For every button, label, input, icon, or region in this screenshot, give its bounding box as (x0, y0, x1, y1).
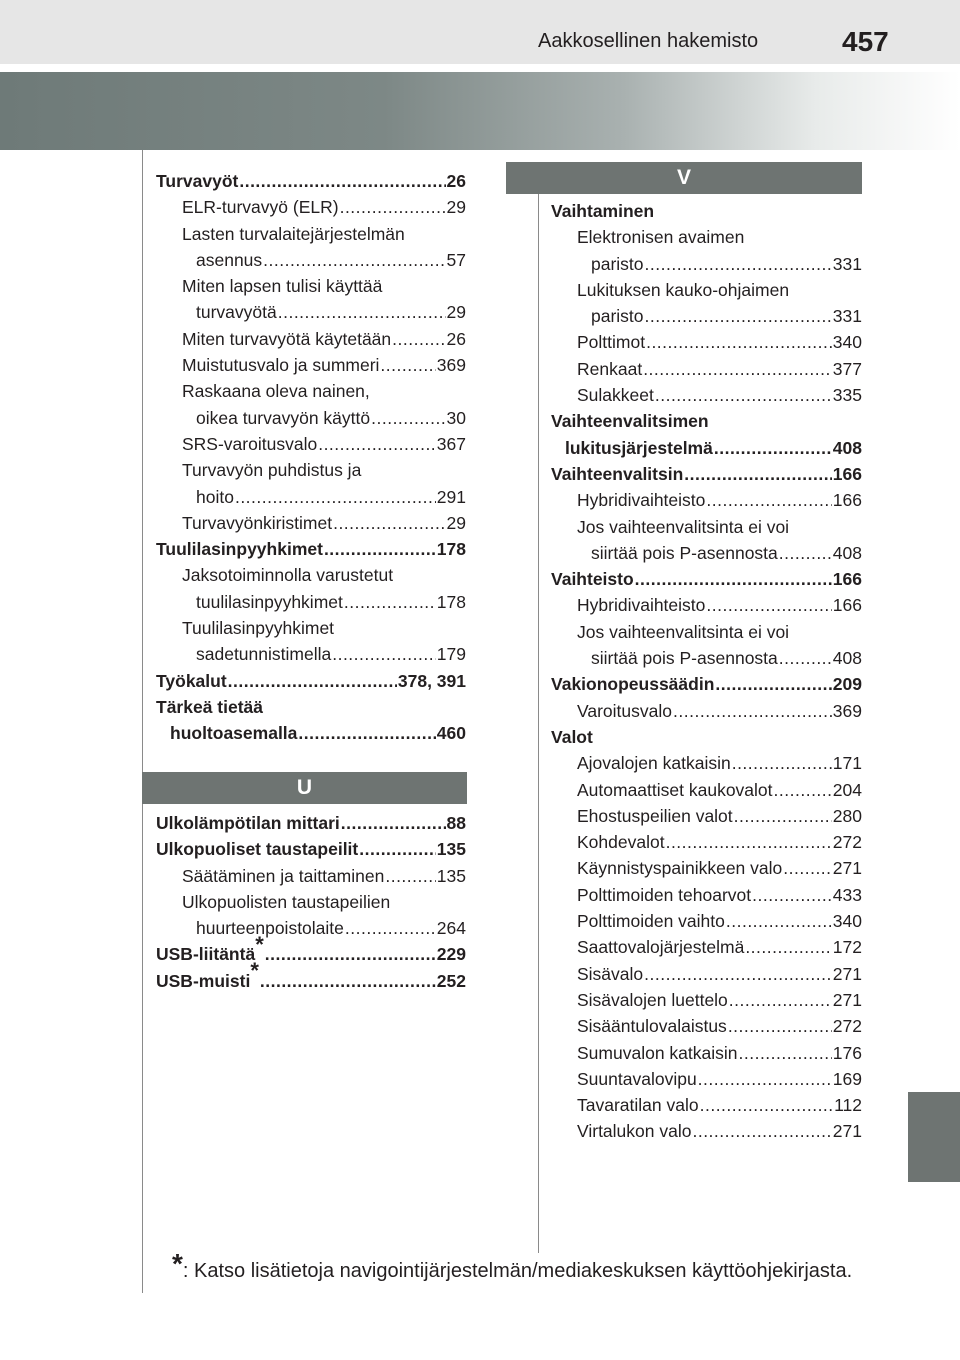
leader-dots (392, 326, 445, 352)
page-reference[interactable]: 166 (832, 490, 862, 511)
leader-dots (340, 194, 446, 220)
entry-term (577, 750, 731, 776)
page-reference[interactable]: 112 (834, 1095, 862, 1116)
entry-term-text: paristo (591, 253, 644, 274)
footnote (172, 1248, 853, 1284)
index-entry (551, 251, 862, 277)
page-reference[interactable]: 171 (832, 753, 862, 774)
page-reference[interactable]: 29 (446, 302, 466, 323)
entry-term (156, 836, 358, 862)
entry-term-text: Vaihteenvalitsimen (551, 411, 709, 432)
entry-term (577, 961, 643, 987)
leader-dots (732, 750, 832, 776)
index-entry (551, 829, 862, 855)
entry-term (196, 247, 262, 273)
entry-term-text: SRS-varoitusvalo (182, 433, 318, 454)
page-reference[interactable]: 209 (832, 674, 862, 695)
page-reference[interactable]: 172 (832, 937, 862, 958)
index-entry (551, 198, 862, 224)
entry-term-text: Lukituksen kauko-ohjaimen (577, 279, 790, 300)
index-list-u (156, 810, 466, 994)
entry-term-text: Vakionopeussäädin (551, 674, 715, 695)
leader-dots (260, 968, 436, 994)
entry-term-text: Käynnistyspainikkeen valo (577, 858, 783, 879)
entry-term (577, 908, 725, 934)
entry-term-text: Jos vaihteenvalitsinta ei voi (577, 516, 790, 537)
entry-term (156, 536, 323, 562)
entry-term (551, 566, 634, 592)
entry-term (182, 863, 384, 889)
index-entry (551, 382, 862, 408)
leader-dots (706, 487, 831, 513)
entry-term (156, 668, 227, 694)
entry-term-text: Vaihteenvalitsin (551, 463, 684, 484)
index-entry (551, 882, 862, 908)
index-entry (551, 329, 862, 355)
entry-term-text: Vaihteisto (551, 569, 634, 590)
index-entry (156, 720, 466, 746)
entry-term (577, 382, 654, 408)
entry-term-text: Hybridivaihteisto (577, 490, 706, 511)
index-entry (156, 378, 466, 404)
leader-dots (700, 1092, 833, 1118)
leader-dots (371, 405, 445, 431)
index-entry (156, 810, 466, 836)
index-entry (551, 908, 862, 934)
page-reference[interactable]: 264 (436, 918, 466, 939)
leader-dots (341, 810, 446, 836)
page-reference[interactable]: 291 (436, 486, 466, 507)
entry-term (577, 882, 751, 908)
left-column-rule (142, 150, 143, 1293)
entry-term-text: Jos vaihteenvalitsinta ei voi (577, 621, 790, 642)
leader-dots (644, 961, 832, 987)
entry-term (156, 168, 238, 194)
entry-term-text: Turvavyön puhdistus ja (182, 460, 362, 481)
entry-term-text: sadetunnistimella (196, 644, 332, 665)
page-reference[interactable]: 271 (832, 989, 862, 1010)
leader-dots (359, 836, 436, 862)
entry-term-text: turvavyötä (196, 302, 277, 323)
index-entry (156, 931, 466, 967)
entry-term (551, 461, 683, 487)
leader-dots (706, 592, 831, 618)
leader-dots (739, 1040, 832, 1066)
entry-term-text: siirtää pois P-asennosta (591, 542, 778, 563)
index-list-v (551, 198, 862, 1145)
page-reference[interactable]: 26 (446, 328, 466, 349)
section-heading-v: V (506, 162, 862, 194)
entry-term-text: Säätäminen ja taittaminen (182, 865, 385, 886)
entry-term-text: Kohdevalot (577, 832, 665, 853)
page-reference[interactable]: 369 (436, 355, 466, 376)
entry-term (196, 641, 331, 667)
entry-term-text: Saattovalojärjestelmä (577, 937, 745, 958)
leader-dots (779, 540, 832, 566)
leader-dots (774, 777, 832, 803)
footnote-asterisk: * (172, 1248, 183, 1279)
page-reference[interactable]: 178 (436, 539, 466, 560)
page-reference[interactable]: 433 (832, 884, 862, 905)
entry-term-text: USB-muisti (156, 970, 251, 991)
page-reference[interactable]: 252 (436, 970, 466, 991)
index-list-t (156, 168, 466, 747)
entry-term-text: Polttimoiden vaihto (577, 911, 725, 932)
page-reference[interactable]: 30 (446, 407, 466, 428)
index-entry (551, 435, 862, 461)
page-reference[interactable]: 271 (832, 1121, 862, 1142)
index-entry (551, 645, 862, 671)
page-reference[interactable]: 178 (436, 591, 466, 612)
chapter-thumb-tab[interactable] (908, 1092, 960, 1182)
page-reference[interactable]: 57 (446, 249, 466, 270)
entry-term-text: Polttimot (577, 332, 646, 353)
entry-term-text: Tuulilasinpyyhkimet (156, 539, 323, 560)
index-entry (551, 1118, 862, 1144)
page-reference[interactable]: 166 (832, 595, 862, 616)
entry-term-text: Ehostuspeilien valot (577, 805, 733, 826)
section-title: Aakkosellinen hakemisto (538, 30, 759, 52)
leader-dots (345, 915, 436, 941)
entry-term-text: Sulakkeet (577, 385, 654, 406)
entry-term (156, 957, 259, 994)
index-entry (551, 671, 862, 697)
leader-dots (265, 941, 436, 967)
leader-dots (318, 431, 436, 457)
entry-term-text: Muistutusvalo ja summeri (182, 355, 380, 376)
entry-term-text: Tuulilasinpyyhkimet (182, 618, 335, 639)
leader-dots (333, 510, 445, 536)
footnote-text: : Katso lisätietoja navigointijärjestelmän/mediakeskuksen käyttöohjekirjasta. (182, 1260, 853, 1282)
entry-term (156, 931, 264, 967)
entry-term (156, 810, 340, 836)
entry-term (182, 510, 332, 536)
entry-term-text: lukitusjärjestelmä (565, 437, 713, 458)
index-entry (551, 566, 862, 592)
index-entry (551, 987, 862, 1013)
entry-term-text: Valot (551, 726, 593, 747)
page-reference[interactable]: 88 (446, 813, 466, 833)
entry-term (196, 299, 277, 325)
entry-term (182, 352, 379, 378)
index-entry (551, 1040, 862, 1066)
index-entry (156, 484, 466, 510)
page-reference[interactable]: 377 (832, 358, 862, 379)
entry-term (565, 435, 713, 461)
leader-dots (726, 908, 832, 934)
entry-term-text: Suuntavalovipu (577, 1068, 697, 1089)
page-reference[interactable]: 26 (446, 171, 466, 191)
leader-dots (714, 435, 832, 461)
page-reference[interactable]: 176 (832, 1042, 862, 1063)
entry-term-text: Raskaana oleva nainen, (182, 381, 370, 402)
entry-term-text: Ajovalojen katkaisin (577, 753, 731, 774)
entry-term-text: Elektronisen avaimen (577, 227, 745, 248)
index-entry (551, 487, 862, 513)
entry-term-text: Miten turvavyötä käytetään (182, 328, 392, 349)
index-entry (551, 356, 862, 382)
entry-term (577, 1092, 699, 1118)
leader-dots (332, 641, 436, 667)
index-entry (156, 405, 466, 431)
index-entry (156, 915, 466, 941)
entry-term-text: huurteenpoistolaite (196, 918, 344, 939)
leader-dots (278, 299, 446, 325)
entry-term (577, 803, 733, 829)
index-entry (551, 461, 862, 487)
page-reference[interactable]: 135 (436, 839, 466, 860)
index-entry (156, 562, 466, 588)
index-entry (551, 1013, 862, 1039)
index-entry (156, 431, 466, 457)
index-entry (551, 934, 862, 960)
page-reference[interactable]: 29 (446, 197, 466, 218)
entry-term (591, 540, 778, 566)
index-entry (551, 619, 862, 645)
index-entry (156, 299, 466, 325)
leader-dots (643, 356, 832, 382)
index-entry (551, 540, 862, 566)
leader-dots (698, 1066, 832, 1092)
entry-term-text: ELR-turvavyö (ELR) (182, 197, 339, 218)
index-entry (156, 889, 466, 915)
entry-term-text: Automaattiset kaukovalot (577, 779, 773, 800)
index-entry (156, 863, 466, 889)
index-entry (551, 803, 862, 829)
entry-term (196, 484, 234, 510)
index-entry (156, 221, 466, 247)
index-entry (551, 698, 862, 724)
page-reference[interactable]: 331 (832, 253, 862, 274)
footnote-marker: * (250, 957, 259, 983)
leader-dots (729, 987, 832, 1013)
page-reference[interactable]: 271 (832, 858, 862, 879)
entry-term (196, 405, 370, 431)
entry-term-text: Tärkeä tietää (156, 696, 264, 717)
page-reference[interactable]: 460 (436, 723, 466, 744)
entry-term-text: Varoitusvalo (577, 700, 673, 721)
page-reference[interactable]: 408 (832, 437, 862, 458)
entry-term-text: tuulilasinpyyhkimet (196, 591, 343, 612)
index-entry (156, 694, 466, 720)
leader-dots (646, 329, 832, 355)
page-reference[interactable]: 335 (832, 385, 862, 406)
entry-term (182, 326, 391, 352)
leader-dots (228, 668, 397, 694)
index-entry (156, 352, 466, 378)
index-entry (551, 1066, 862, 1092)
entry-term-text: Virtalukon valo (577, 1121, 692, 1142)
entry-term-text: Sisävalo (577, 963, 644, 984)
index-entry (156, 247, 466, 273)
leader-dots (673, 698, 832, 724)
page-reference[interactable]: 166 (832, 569, 862, 590)
index-entry (551, 961, 862, 987)
index-entry (156, 194, 466, 220)
entry-term (577, 356, 642, 382)
entry-term-text: Sisääntulovalaistus (577, 1016, 727, 1037)
index-entry (156, 668, 466, 694)
index-entry (156, 510, 466, 536)
page-reference[interactable]: 169 (832, 1068, 862, 1089)
leader-dots (655, 382, 832, 408)
entry-term-text: Työkalut (156, 670, 227, 691)
entry-term-text: paristo (591, 306, 644, 327)
entry-term (577, 829, 665, 855)
entry-term-text: Lasten turvalaitejärjestelmän (182, 223, 405, 244)
entry-term (196, 915, 344, 941)
entry-term (591, 645, 778, 671)
index-entry (156, 273, 466, 299)
index-entry (156, 457, 466, 483)
entry-term (577, 987, 728, 1013)
entry-term-text: USB-liitäntä (156, 944, 256, 965)
leader-dots (692, 1118, 831, 1144)
index-entry (551, 408, 862, 434)
section-heading-u: U (142, 772, 467, 804)
entry-term (577, 855, 782, 881)
leader-dots (324, 536, 436, 562)
leader-dots (235, 484, 436, 510)
page-reference[interactable]: 280 (832, 805, 862, 826)
page-number: 457 (842, 26, 889, 57)
leader-dots (645, 251, 832, 277)
entry-term (577, 329, 645, 355)
index-entry (551, 303, 862, 329)
index-entry (156, 957, 466, 994)
entry-term-text: Miten lapsen tulisi käyttää (182, 276, 383, 297)
index-entry (551, 777, 862, 803)
index-entry (551, 277, 862, 303)
entry-term-text: oikea turvavyön käyttö (196, 407, 371, 428)
page-reference[interactable]: 229 (436, 944, 466, 965)
entry-term-text: Sumuvalon katkaisin (577, 1042, 738, 1063)
page-reference[interactable]: 204 (832, 779, 862, 800)
footnote-marker: * (255, 931, 264, 957)
page-reference[interactable]: 340 (832, 332, 862, 353)
index-entry (551, 514, 862, 540)
page-reference[interactable]: 271 (832, 963, 862, 984)
page-reference[interactable]: 135 (436, 865, 466, 886)
leader-dots (715, 671, 831, 697)
page-reference[interactable]: 408 (832, 542, 862, 563)
index-entry (156, 641, 466, 667)
page-reference[interactable]: 331 (832, 306, 862, 327)
leader-dots (385, 863, 435, 889)
entry-term (182, 431, 317, 457)
entry-term-text: Turvavyöt (156, 171, 239, 191)
entry-term-text: asennus (196, 249, 263, 270)
leader-dots (298, 720, 435, 746)
entry-term (182, 194, 339, 220)
entry-term-text: Ulkopuoliset taustapeilit (156, 839, 359, 860)
page-reference[interactable]: 367 (436, 433, 466, 454)
entry-term-text: hoito (196, 486, 234, 507)
entry-term-text: Hybridivaihteisto (577, 595, 706, 616)
entry-term-text: Renkaat (577, 358, 643, 379)
leader-dots (380, 352, 435, 378)
entry-term (577, 592, 705, 618)
leader-dots (779, 645, 832, 671)
index-entry (551, 724, 862, 750)
entry-term (577, 1066, 697, 1092)
index-entry (551, 592, 862, 618)
entry-term-text: huoltoasemalla (170, 723, 298, 744)
leader-dots (239, 168, 445, 194)
leader-dots (263, 247, 445, 273)
entry-term-text: Jaksotoiminnolla varustetut (182, 565, 394, 586)
entry-term (577, 487, 705, 513)
page-header (0, 0, 960, 64)
index-entry (551, 224, 862, 250)
leader-dots (645, 303, 832, 329)
entry-term-text: Ulkopuolisten taustapeilien (182, 891, 391, 912)
page-reference[interactable]: 272 (832, 832, 862, 853)
entry-term-text: Sisävalojen luettelo (577, 989, 728, 1010)
index-entry (551, 1092, 862, 1118)
page-reference[interactable]: 179 (436, 644, 466, 665)
page-reference[interactable]: 408 (832, 648, 862, 669)
leader-dots (734, 803, 832, 829)
leader-dots (344, 589, 436, 615)
entry-term (196, 589, 343, 615)
column-divider (538, 180, 539, 1253)
entry-term-text: siirtää pois P-asennosta (591, 648, 778, 669)
leader-dots (635, 566, 832, 592)
leader-dots (745, 934, 831, 960)
index-entry (156, 326, 466, 352)
entry-term-text: Turvavyönkiristimet (182, 512, 333, 533)
index-entry (551, 750, 862, 776)
entry-term (577, 698, 672, 724)
entry-term-text: Polttimoiden tehoarvot (577, 884, 752, 905)
header-gradient-band (0, 72, 960, 150)
entry-term (551, 671, 714, 697)
entry-term (170, 720, 297, 746)
entry-term (577, 1040, 738, 1066)
entry-term-text: Ulkolämpötilan mittari (156, 813, 340, 833)
entry-term (577, 777, 773, 803)
page-reference[interactable]: 29 (446, 512, 466, 533)
entry-term (577, 1118, 691, 1144)
index-entry (156, 589, 466, 615)
leader-dots (752, 882, 832, 908)
index-entry (156, 836, 466, 862)
leader-dots (783, 855, 832, 881)
entry-term-text: Vaihtaminen (551, 201, 655, 221)
page-reference[interactable]: 272 (832, 1016, 862, 1037)
page-reference[interactable]: 340 (832, 911, 862, 932)
entry-term (591, 303, 644, 329)
entry-term (577, 934, 744, 960)
entry-term (591, 251, 644, 277)
leader-dots (684, 461, 832, 487)
leader-dots (728, 1013, 832, 1039)
entry-term-text: Tavaratilan valo (577, 1095, 699, 1116)
page-reference[interactable]: 378, 391 (397, 670, 466, 691)
index-entry (551, 855, 862, 881)
page-reference[interactable]: 166 (832, 463, 862, 484)
index-entry (156, 536, 466, 562)
page-reference[interactable]: 369 (832, 700, 862, 721)
index-entry (156, 168, 466, 194)
index-entry (156, 615, 466, 641)
leader-dots (666, 829, 832, 855)
entry-term (577, 1013, 727, 1039)
